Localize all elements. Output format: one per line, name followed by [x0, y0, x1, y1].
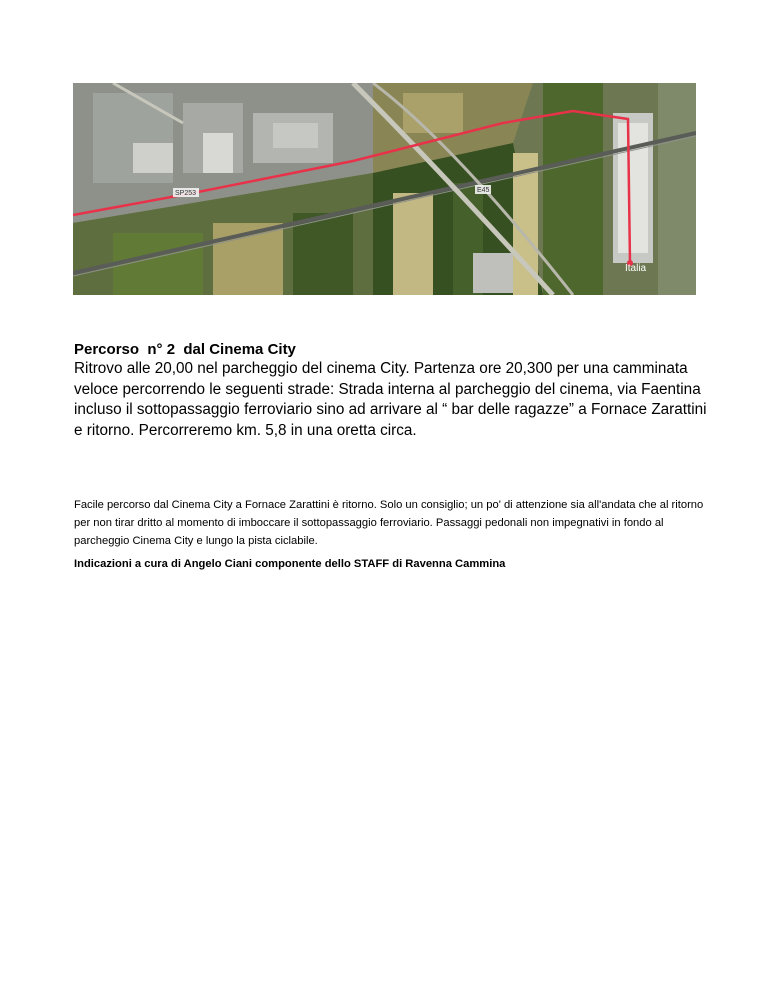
map-road-label-e45: E45	[477, 187, 490, 194]
route-map-image	[73, 83, 696, 295]
route-title: Percorso n° 2 dal Cinema City	[74, 341, 296, 358]
map-start-label: Italia	[625, 263, 647, 274]
route-credit: Indicazioni a cura di Angelo Ciani componente dello STAFF di Ravenna Cammina	[74, 558, 506, 570]
route-notes: Facile percorso dal Cinema City a Fornace Zarattini è ritorno. Solo un consiglio; un po' di attenzione sia all'andata che al ritorno per non tirar dritto al momento di imboccare il sottopassaggio ferroviario. Passaggi pedonali non impegnativi in fondo al parcheggio Cinema City e lungo la pista ciclabile.	[74, 499, 704, 547]
map-road-label-sp253: SP253	[175, 190, 197, 197]
route-description: Ritrovo alle 20,00 nel parcheggio del cinema City. Partenza ore 20,300 per una camminata veloce percorrendo le seguenti strade: Strada interna al parcheggio del cinema, via Faentina incluso il sottopassaggio ferroviario sino ad arrivare al “ bar delle ragazze” a Fornace Zarattini e ritorno. Percorreremo km. 5,8 in una oretta circa.	[74, 360, 707, 439]
